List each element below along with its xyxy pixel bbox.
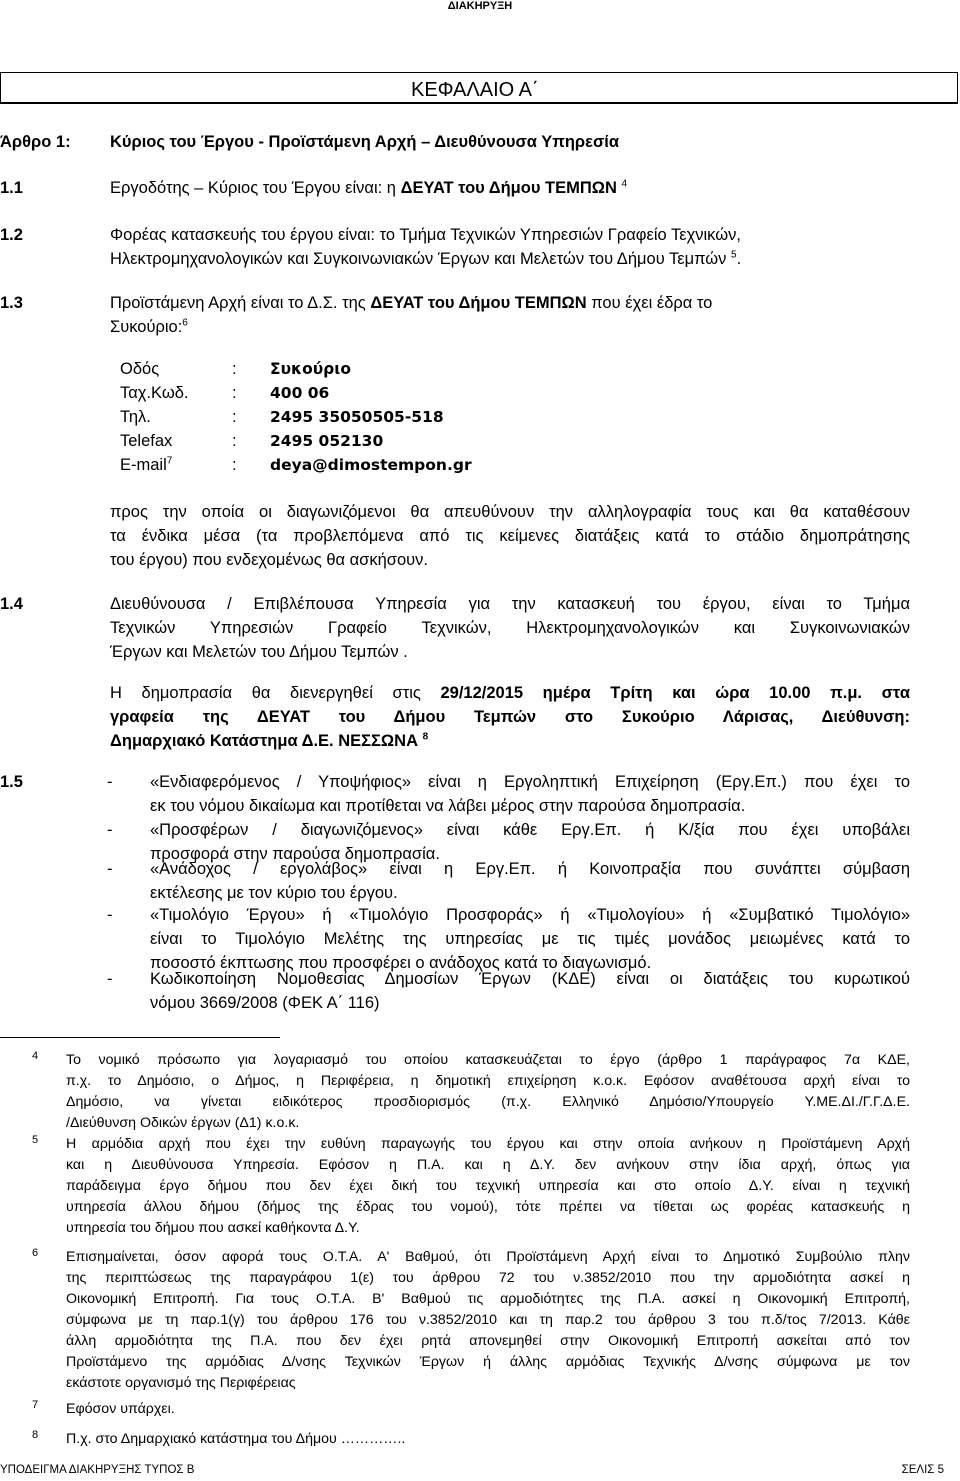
section-1-4-line: Διευθύνουσα / Επιβλέπουσα Υπηρεσία για την κατασκευή του έργου, είναι το Τμήμα: [110, 595, 910, 613]
section-1-2-number: 1.2: [0, 226, 23, 244]
article-label: Άρθρο 1:: [0, 133, 71, 151]
footnote-ref-7: 7: [166, 455, 173, 467]
section-1-3-bold: ΔΕΥΑΤ του Δήμου ΤΕΜΠΩΝ: [370, 294, 587, 312]
section-1-5-number: 1.5: [0, 773, 23, 791]
section-1-1-number: 1.1: [0, 179, 23, 197]
footnote-ref-4: 4: [621, 178, 628, 190]
para-line: τα ένδικα μέσα (τα προβλεπόμενα από τις κείμενες διατάξεις κατά το στάδιο δημοπράτησης: [110, 527, 910, 545]
section-1-4-line: Τεχνικών Υπηρεσιών Γραφείο Τεχνικών, Ηλεκτρομηχανολογικών και Συγκοινωνιακών: [110, 619, 910, 637]
auction-line2: γραφεία της ΔΕΥΑΤ του Δήμου Τεμπών στο Συκούριο Λάρισας, Διεύθυνση:: [110, 708, 910, 726]
section-1-2-line2: Ηλεκτρομηχανολογικών και Συγκοινωνιακών Έργων και Μελετών του Δήμου Τεμπών $^5$.: [110, 249, 742, 268]
footnote-ref-6: 6: [182, 317, 188, 329]
footnote-ref-8: 8: [422, 731, 429, 743]
footnote-separator: [0, 1037, 280, 1038]
chapter-title-box: [0, 72, 958, 104]
section-1-4-line: Έργων και Μελετών του Δήμου Τεμπών .: [110, 643, 408, 661]
section-1-1-bold: ΔΕΥΑΤ του Δήμου ΤΕΜΠΩΝ: [400, 179, 617, 197]
section-1-4-number: 1.4: [0, 595, 23, 613]
section-1-2-line1: Φορέας κατασκευής του έργου είναι: το Τμήμα Τεχνικών Υπηρεσιών Γραφείο Τεχνικών,: [110, 226, 741, 244]
article-title: Κύριος του Έργου - Προϊστάμενη Αρχή – Διευθύνουσα Υπηρεσία: [110, 133, 619, 151]
section-1-1-text: Εργοδότης – Κύριος του Έργου είναι: η ΔΕΥΑΤ του Δήμου ΤΕΜΠΩΝ $^4$: [110, 178, 628, 197]
email-value: deya@dimostempon.gr: [270, 456, 472, 474]
footer-left: ΥΠΟΔΕΙΓΜΑ ΔΙΑΚΗΡΥΞΗΣ ΤΥΠΟΣ Β: [0, 1464, 195, 1476]
para-line: προς την οποία οι διαγωνιζόμενοι θα απευθύνουν την αλληλογραφία τους και θα καταθέσουν: [110, 503, 910, 521]
auction-line1: Η δημοπρασία θα διενεργηθεί στις 29/12/2015 ημέρα Τρίτη και ώρα 10.00 π.μ. στα: [110, 684, 910, 702]
para-line: του έργου) που ενδεχομένως θα ασκήσουν.: [110, 551, 429, 569]
footer-page-number: ΣΕΛΙΣ 5: [901, 1464, 944, 1476]
section-1-3-line1: Προϊστάμενη Αρχή είναι το Δ.Σ. της ΔΕΥΑΤ του Δήμου ΤΕΜΠΩΝ που έχει έδρα το: [110, 294, 713, 312]
footnote-ref-5: 5: [731, 249, 737, 261]
page-header: ΔΙΑΚΗΡΥΞΗ: [447, 0, 513, 12]
section-1-3-number: 1.3: [0, 294, 23, 312]
section-1-3-line2: Συκούριο:$^6$: [110, 317, 188, 336]
auction-line3: Δημαρχιακό Κατάστημα Δ.Ε. ΝΕΣΣΩΝΑ $^8$: [110, 731, 429, 750]
chapter-title: ΚΕΦΑΛΑΙΟ Α΄: [411, 79, 539, 101]
